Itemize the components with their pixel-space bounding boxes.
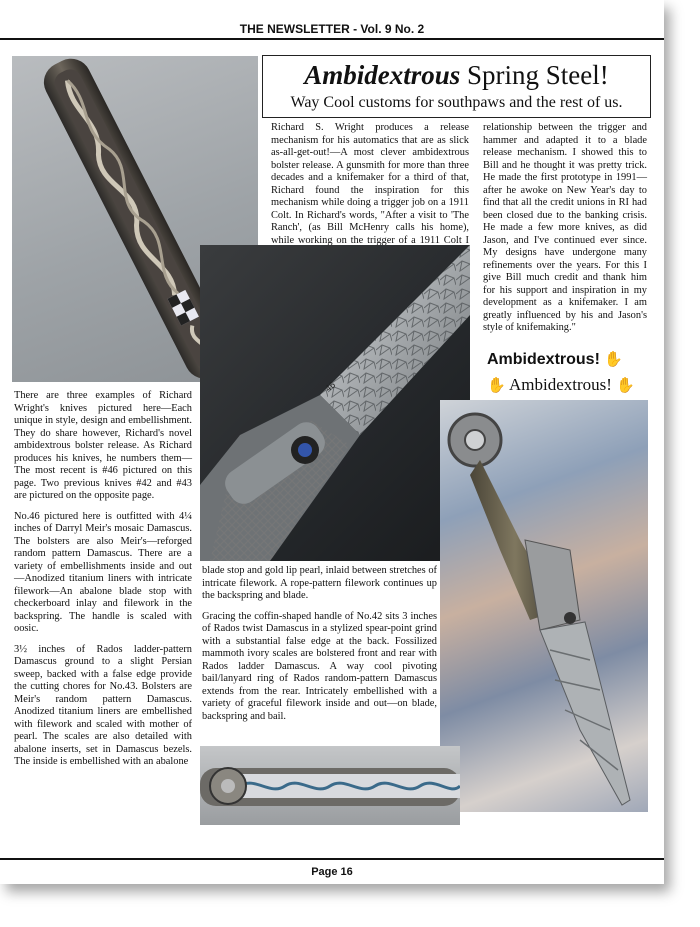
- article-text-left: [14, 390, 192, 777]
- header-rule: [0, 38, 664, 40]
- article-title: [263, 60, 650, 91]
- paragraph: 3½ inches of Rados ladder-pattern Damascus ground to a slight Persian sweep, backed with a false edge provide the cutting chores for No.43. Bolsters are Meir's random pattern Damascus. Anodized titanium liners are embellished with filework and scaled with mother of pearl. The scales are also detailed with abalone inserts, set in Damascus bezels. The inside is embellished with an abalone: [14, 643, 192, 767]
- page-number: Page 16: [311, 866, 353, 878]
- knife-photo-horizontal: [200, 746, 460, 825]
- knife-photo-upright: [440, 400, 648, 812]
- article-text-right-top: relationship between the trigger and hammer and adapted it to a blade release mechanism. I showed this to Bill and he thought it was pretty trick. He made the first prototype in 1991—after he awoke on New Year's day to find that all the credit unions in RI had been closed due to the banking crisis. He made a few more knives, as did Jason, and I've continued ever since. My designs have undergone many refinements over the years. For this I give Bill much credit and thank him for his support and inspiration in my development as a knifemaker. I am greatly influenced by his and Jason's style of knifemaking.": [483, 122, 647, 333]
- ambidextrous-outline-text: Ambidextrous!: [509, 375, 612, 394]
- knife-photo-diagonal: [200, 245, 470, 561]
- article-title-bold: Ambidextrous: [304, 60, 461, 90]
- article-title-box: [262, 55, 651, 118]
- paragraph: No.46 pictured here is outfitted with 4¼ inches of Darryl Meir's mosaic Damascus. The bolsters are also Meir's—reforged random pattern Damascus. There are a variety of embellishments inside and out—Anodized titanium liners with intricate filework—An abalone blade stop with checkerboard inlay and filework in the backspring. The handle is scaled with oosic.: [14, 510, 192, 634]
- footer-rule: [0, 858, 664, 860]
- knife-number-label: 46: [323, 379, 338, 394]
- paragraph: Gracing the coffin-shaped handle of No.42 sits 3 inches of Rados twist Damascus in a stylized spear-point grind with a substantial false edge at the back. Fossilized mammoth ivory scales are bolstered front and rear with Rados ladder Damascus. A way cool pivoting bail/lanyard ring of Rados random-pattern Damascus extends from the rear. Intricately embellished with a variety of graceful filework inside and out—on blade, backspring and bail.: [202, 610, 437, 722]
- article-text-middle-bottom: [202, 565, 437, 731]
- article-subtitle: Way Cool customs for southpaws and the rest of us.: [290, 94, 623, 111]
- paragraph: There are three examples of Richard Wright's knives pictured here—Each unique in style, design and embellishment. They do share however, Richard's novel ambidextrous bolster release. As Richard produces his knives, he numbers them—The most recent is #46 pictured on this page. Two previous knives #42 and #43 are pictured on the opposite page.: [14, 390, 192, 501]
- hand-icon: ✋: [604, 351, 624, 368]
- ambidextrous-outline: [487, 375, 635, 395]
- hand-icon: ✋: [487, 378, 506, 394]
- ambidextrous-bold: [487, 350, 623, 369]
- ambidextrous-bold-text: Ambidextrous!: [487, 351, 600, 368]
- article-title-rest: Spring Steel!: [460, 60, 609, 90]
- paragraph: blade stop and gold lip pearl, inlaid between stretches of intricate filework. A rope-pattern filework continues up the backspring and blade.: [202, 565, 437, 601]
- hand-icon: ✋: [616, 378, 635, 394]
- article-text-middle-top: Richard S. Wright produces a release mechanism for his automatics that are as slick as-all-get-out!—A most clever ambidextrous bolster release. A gunsmith for more than three decades and a knifemaker for a third of that, Richard found the inspiration for this mechanism while doing a trigger job on a 1911 Colt. In Richard's words, "After a visit to 'The Ranch', (as Bill McHenry calls his home), while working on the trigger of a 1911 Colt I: [271, 122, 469, 246]
- newsletter-header: THE NEWSLETTER - Vol. 9 No. 2: [239, 22, 425, 36]
